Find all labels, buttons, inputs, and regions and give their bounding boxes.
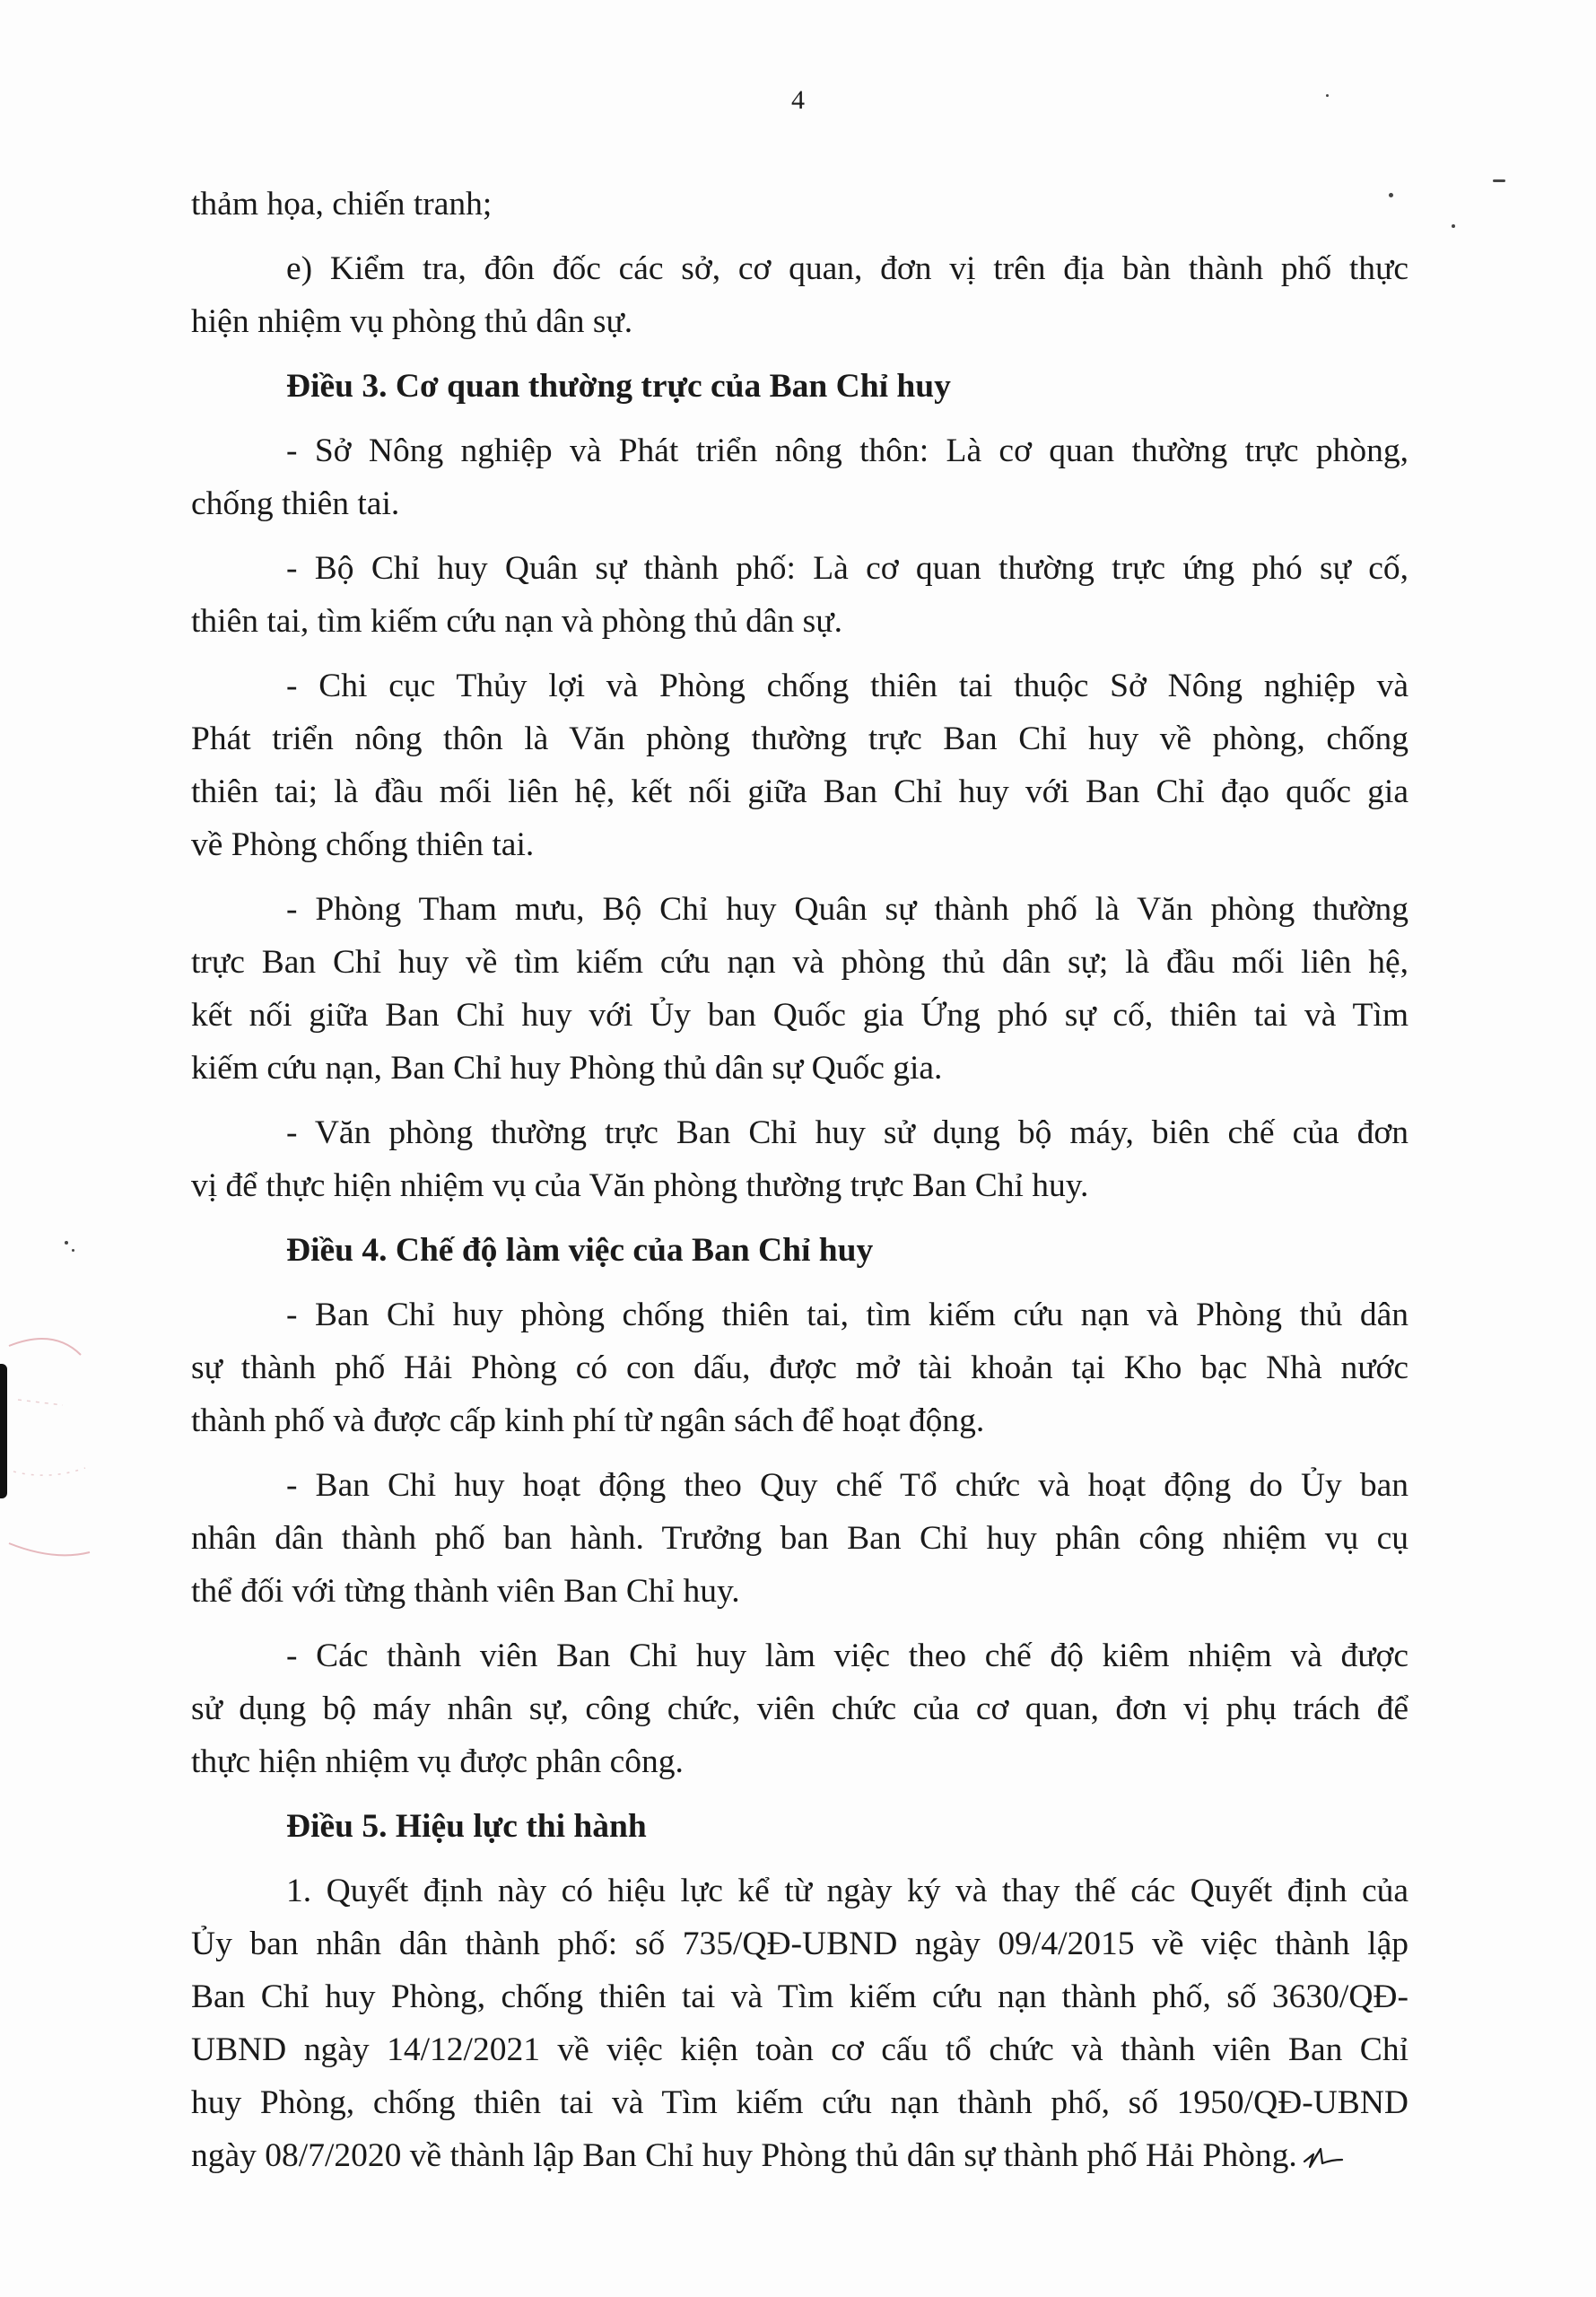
text-line: thảm họa, chiến tranh; — [191, 186, 493, 223]
paragraph — [191, 1106, 1408, 1212]
text-line: 1. Quyết định này có hiệu lực kể từ ngày ký và thay thế các Quyết định của — [286, 1873, 1408, 1909]
text-line: thể đối với từng thành viên Ban Chỉ huy. — [191, 1573, 740, 1610]
paragraph — [191, 883, 1408, 1095]
paragraph — [191, 1629, 1408, 1788]
handwritten-initial-icon — [1301, 2138, 1344, 2174]
text-line: - Ban Chỉ huy hoạt động theo Quy chế Tổ chức và hoạt động do Ủy ban — [286, 1467, 1408, 1504]
paragraph — [191, 659, 1408, 871]
text-line: trực Ban Chỉ huy về tìm kiếm cứu nạn và phòng thủ dân sự; là đầu mối liên hệ, — [191, 944, 1408, 981]
text-line: sử dụng bộ máy nhân sự, công chức, viên chức của cơ quan, đơn vị phụ trách để — [191, 1690, 1408, 1727]
text-line: thiên tai; là đầu mối liên hệ, kết nối giữa Ban Chỉ huy với Ban Chỉ đạo quốc gia — [191, 773, 1408, 810]
text-line: - Các thành viên Ban Chỉ huy làm việc theo chế độ kiêm nhiệm và được — [286, 1638, 1408, 1674]
text-line: - Ban Chỉ huy phòng chống thiên tai, tìm kiếm cứu nạn và Phòng thủ dân — [286, 1297, 1408, 1333]
stamp-trace-icon — [0, 1292, 99, 1579]
text-line: kiếm cứu nạn, Ban Chỉ huy Phòng thủ dân sự Quốc gia. — [191, 1050, 943, 1087]
paragraph — [191, 542, 1408, 648]
text-line: nhân dân thành phố ban hành. Trưởng ban Ban Chỉ huy phân công nhiệm vụ cụ — [191, 1520, 1408, 1557]
scan-speck — [65, 1241, 68, 1245]
text-line: - Phòng Tham mưu, Bộ Chỉ huy Quân sự thành phố là Văn phòng thường — [286, 891, 1408, 928]
text-line: - Sở Nông nghiệp và Phát triển nông thôn: Là cơ quan thường trực phòng, — [286, 432, 1408, 469]
paragraph — [191, 1459, 1408, 1618]
text-line: chống thiên tai. — [191, 485, 400, 522]
text-line: sự thành phố Hải Phòng có con dấu, được mở tài khoản tại Kho bạc Nhà nước — [191, 1349, 1408, 1386]
text-line: - Chi cục Thủy lợi và Phòng chống thiên tai thuộc Sở Nông nghiệp và — [286, 668, 1408, 704]
scan-speck — [72, 1249, 74, 1252]
text-line: Ủy ban nhân dân thành phố: số 735/QĐ-UBND ngày 09/4/2015 về việc thành lập — [191, 1926, 1408, 1962]
scan-speck — [1452, 224, 1455, 228]
paragraph — [191, 424, 1408, 530]
text-line: huy Phòng, chống thiên tai và Tìm kiếm cứu nạn thành phố, số 1950/QĐ-UBND — [191, 2084, 1408, 2121]
text-line: thành phố và được cấp kinh phí từ ngân sách để hoạt động. — [191, 1402, 985, 1439]
text-line: thiên tai, tìm kiếm cứu nạn và phòng thủ dân sự. — [191, 603, 842, 640]
text-line: Phát triển nông thôn là Văn phòng thường trực Ban Chỉ huy về phòng, chống — [191, 721, 1408, 757]
text-line: thực hiện nhiệm vụ được phân công. — [191, 1743, 684, 1780]
text-line: e) Kiểm tra, đôn đốc các sở, cơ quan, đơn vị trên địa bàn thành phố thực — [286, 250, 1408, 287]
paragraph — [191, 242, 1408, 348]
article-4-heading: Điều 4. Chế độ làm việc của Ban Chỉ huy — [286, 1232, 874, 1269]
page-number: 4 — [791, 85, 805, 115]
text-line: - Bộ Chỉ huy Quân sự thành phố: Là cơ quan thường trực ứng phó sự cố, — [286, 550, 1408, 587]
scan-margin-mark — [0, 1364, 7, 1498]
paragraph — [191, 1288, 1408, 1447]
paragraph — [191, 1865, 1408, 2182]
text-line: - Văn phòng thường trực Ban Chỉ huy sử dụng bộ máy, biên chế của đơn — [286, 1114, 1408, 1151]
text-line: kết nối giữa Ban Chỉ huy với Ủy ban Quốc gia Ứng phó sự cố, thiên tai và Tìm — [191, 997, 1408, 1034]
text-line: UBND ngày 14/12/2021 về việc kiện toàn cơ cấu tổ chức và thành viên Ban Chỉ — [191, 2031, 1408, 2068]
text-line-with-initial — [191, 2129, 1408, 2182]
text-line: về Phòng chống thiên tai. — [191, 826, 535, 863]
document-body — [191, 178, 1408, 2182]
text-line: vị để thực hiện nhiệm vụ của Văn phòng thường trực Ban Chỉ huy. — [191, 1167, 1089, 1204]
text-line: Ban Chỉ huy Phòng, chống thiên tai và Tìm kiếm cứu nạn thành phố, số 3630/QĐ- — [191, 1978, 1408, 2015]
scan-speck — [1326, 94, 1329, 97]
article-5-heading: Điều 5. Hiệu lực thi hành — [286, 1808, 647, 1845]
text-line: hiện nhiệm vụ phòng thủ dân sự. — [191, 303, 633, 340]
text-line: ngày 08/7/2020 về thành lập Ban Chỉ huy Phòng thủ dân sự thành phố Hải Phòng. — [191, 2137, 1297, 2174]
article-3-heading: Điều 3. Cơ quan thường trực của Ban Chỉ huy — [286, 368, 951, 405]
scan-speck — [1493, 179, 1505, 182]
